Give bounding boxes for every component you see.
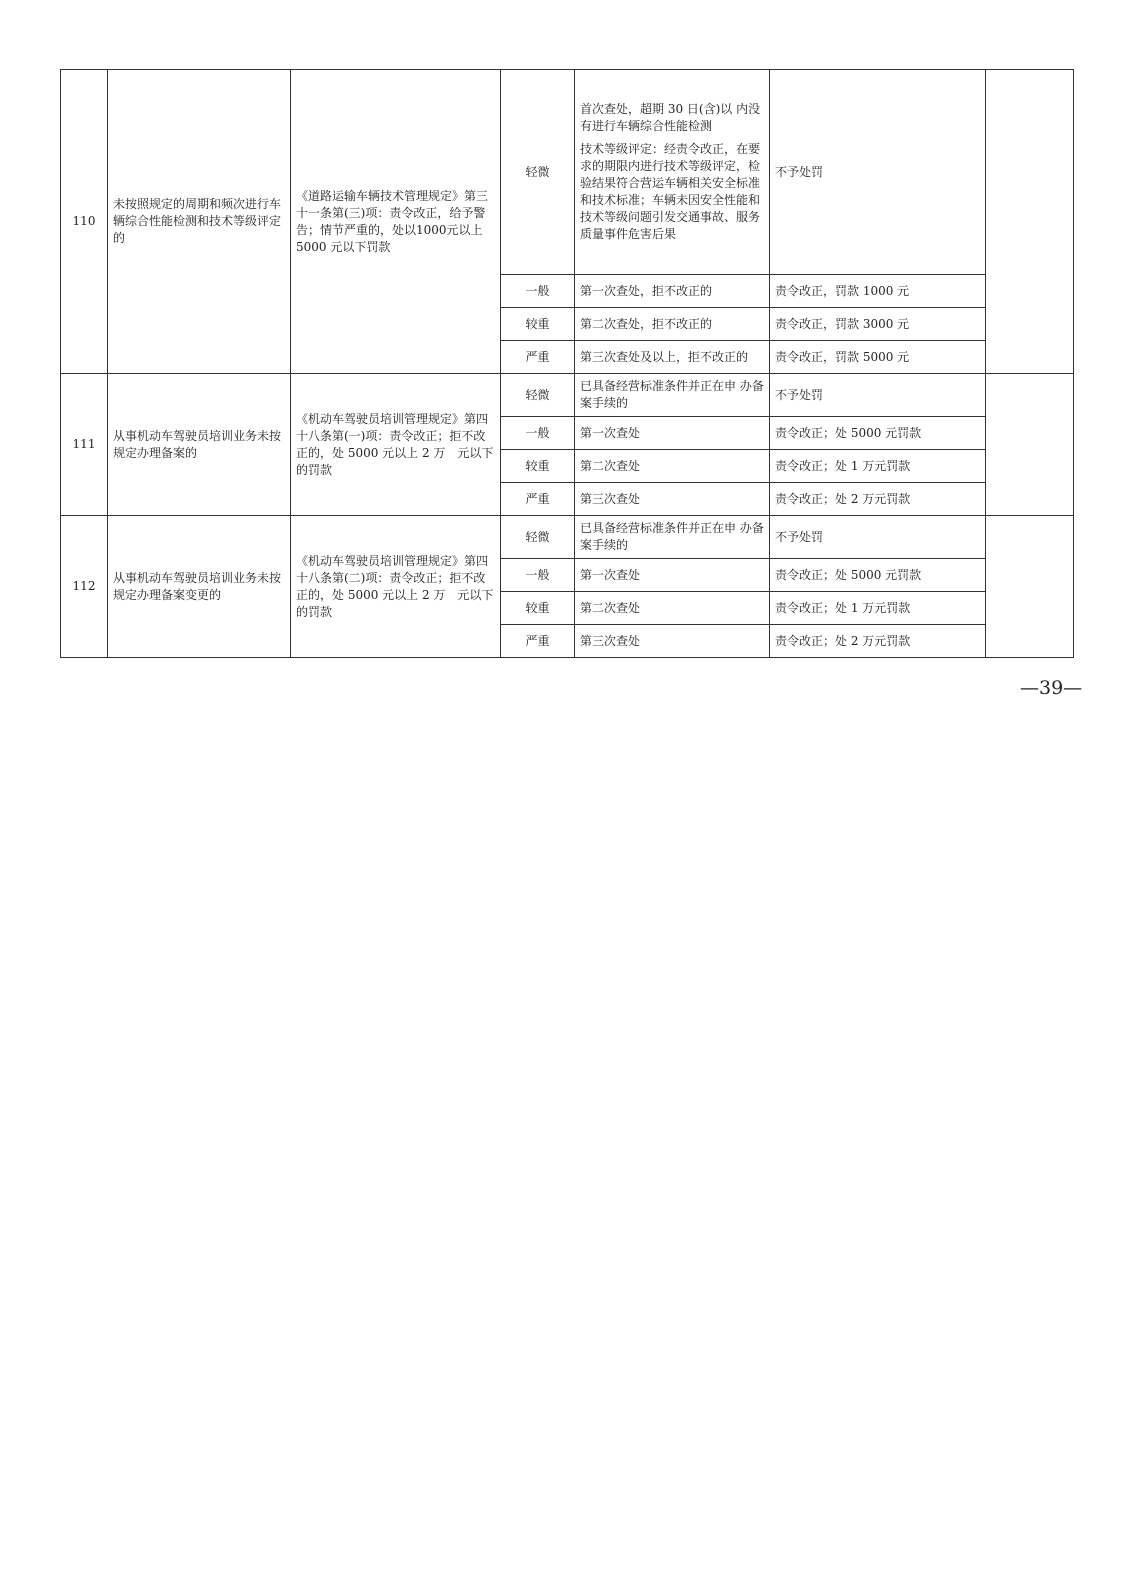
offense-description: 未按照规定的周期和频次进行车辆综合性能检测和技术等级评定的 (108, 70, 291, 374)
penalty-cell: 责令改正；处 2 万元罚款 (770, 483, 986, 516)
level-label: 轻微 (501, 70, 575, 275)
page-number: —39— (1020, 677, 1083, 699)
legal-basis: 《道路运输车辆技术管理规定》第三十一条第(三)项：责令改正，给予警告；情节严重的，处以1000元以上 5000 元以下罚款 (291, 70, 501, 374)
condition-cell: 第二次查处 (575, 592, 770, 625)
penalty-cell: 责令改正，罚款 5000 元 (770, 341, 986, 374)
condition-cell: 第三次查处 (575, 483, 770, 516)
row-number: 110 (61, 70, 108, 374)
penalty-cell: 责令改正，罚款 1000 元 (770, 275, 986, 308)
level-label: 较重 (501, 592, 575, 625)
row-number: 111 (61, 374, 108, 516)
level-label: 严重 (501, 625, 575, 658)
legal-basis: 《机动车驾驶员培训管理规定》第四十八条第(二)项：责令改正；拒不改正的，处 5000 元以上 2 万 元以下的罚款 (291, 516, 501, 658)
level-label: 一般 (501, 275, 575, 308)
condition-cell: 第三次查处及以上，拒不改正的 (575, 341, 770, 374)
row-number: 112 (61, 516, 108, 658)
legal-basis: 《机动车驾驶员培训管理规定》第四十八条第(一)项：责令改正；拒不改正的，处 5000 元以上 2 万 元以下的罚款 (291, 374, 501, 516)
level-label: 较重 (501, 450, 575, 483)
document-sheet (60, 69, 1073, 658)
condition-cell: 第一次查处，拒不改正的 (575, 275, 770, 308)
level-label: 严重 (501, 483, 575, 516)
penalty-cell: 责令改正，罚款 3000 元 (770, 308, 986, 341)
condition-cell (575, 70, 770, 275)
condition-cell: 第二次查处，拒不改正的 (575, 308, 770, 341)
level-label: 轻微 (501, 516, 575, 559)
condition-cell: 第三次查处 (575, 625, 770, 658)
level-label: 一般 (501, 417, 575, 450)
condition-cell: 已具备经营标准条件并正在申 办备案手续的 (575, 516, 770, 559)
penalty-cell: 责令改正；处 2 万元罚款 (770, 625, 986, 658)
penalty-cell: 不予处罚 (770, 374, 986, 417)
condition-text: 首次查处，超期 30 日(含)以 内没有进行车辆综合性能检测 (580, 102, 761, 133)
level-label: 一般 (501, 559, 575, 592)
remarks-cell (986, 70, 1074, 374)
penalty-cell: 不予处罚 (770, 516, 986, 559)
penalty-cell: 责令改正；处 5000 元罚款 (770, 417, 986, 450)
level-label: 轻微 (501, 374, 575, 417)
table-row (61, 374, 1074, 417)
penalty-cell: 责令改正；处 1 万元罚款 (770, 450, 986, 483)
condition-cell: 第一次查处 (575, 417, 770, 450)
condition-cell: 第二次查处 (575, 450, 770, 483)
penalty-cell: 不予处罚 (770, 70, 986, 275)
table-row (61, 516, 1074, 559)
level-label: 较重 (501, 308, 575, 341)
remarks-cell (986, 516, 1074, 658)
penalty-cell: 责令改正；处 1 万元罚款 (770, 592, 986, 625)
level-label: 严重 (501, 341, 575, 374)
offense-description: 从事机动车驾驶员培训业务未按规定办理备案变更的 (108, 516, 291, 658)
offense-description: 从事机动车驾驶员培训业务未按规定办理备案的 (108, 374, 291, 516)
penalty-table (60, 69, 1074, 658)
penalty-cell: 责令改正；处 5000 元罚款 (770, 559, 986, 592)
remarks-cell (986, 374, 1074, 516)
condition-cell: 第一次查处 (575, 559, 770, 592)
condition-cell: 已具备经营标准条件并正在申 办备案手续的 (575, 374, 770, 417)
table-row (61, 70, 1074, 275)
condition-text: 技术等级评定：经责令改正，在要求的期限内进行技术等级评定，检验结果符合营运车辆相关安全标准和技术标准；车辆未因安全性能和技术等级问题引发交通事故、服务质量事件危害后果 (580, 142, 761, 241)
